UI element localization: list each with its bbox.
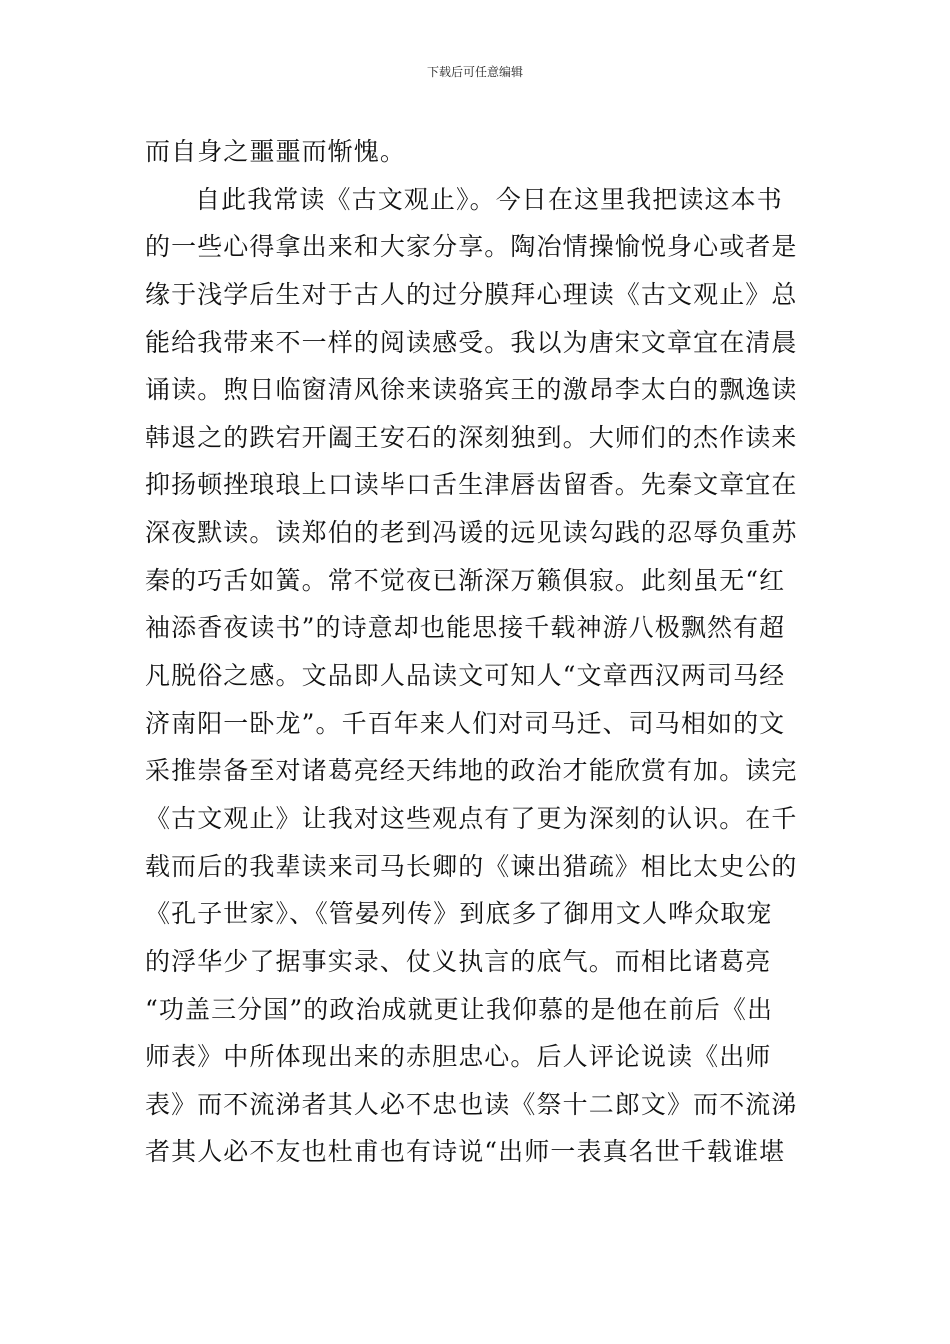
paragraph-line: 表》而不流涕者其人必不忠也读《祭十二郎文》而不流涕 (145, 1089, 798, 1119)
paragraph-line: 济南阳一卧龙”。千百年来人们对司马迁、司马相如的文 (145, 708, 786, 738)
paragraph-line: 袖添香夜读书”的诗意却也能思接千载神游八极飘然有超 (145, 613, 786, 643)
paragraph-line: “功盖三分国”的政治成就更让我仰慕的是他在前后《出 (145, 994, 774, 1024)
paragraph-line: 师表》中所体现出来的赤胆忠心。后人评论说读《出师 (145, 1042, 772, 1072)
paragraph-line: 者其人必不友也杜甫也有诗说“出师一表真名世千载谁堪 (145, 1137, 786, 1167)
paragraph-line: 《古文观止》让我对这些观点有了更为深刻的认识。在千 (145, 803, 798, 833)
paragraph-line: 诵读。煦日临窗清风徐来读骆宾王的激昂李太白的飘逸读 (145, 375, 798, 405)
document-body (145, 128, 811, 1176)
paragraph-line: 凡脱俗之感。文品即人品读文可知人“文章西汉两司马经 (145, 661, 786, 691)
paragraph-line: 而自身之噩噩而惭愧。 (145, 137, 407, 166)
paragraph-line: 秦的巧舌如簧。常不觉夜已渐深万籁俱寂。此刻虽无“红 (145, 565, 786, 595)
paragraph-line: 能给我带来不一样的阅读感受。我以为唐宋文章宜在清晨 (145, 327, 798, 357)
paragraph-line: 的一些心得拿出来和大家分享。陶冶情操愉悦身心或者是 (145, 232, 798, 262)
paragraph-line: 的浮华少了据事实录、仗义执言的底气。而相比诸葛亮 (145, 946, 772, 976)
page-header: 下载后可任意编辑 (426, 65, 523, 79)
paragraph-line: 抑扬顿挫琅琅上口读毕口舌生津唇齿留香。先秦文章宜在 (145, 470, 798, 500)
paragraph-line: 《孔子世家》、《管晏列传》到底多了御用文人哗众取宠 (145, 899, 773, 929)
paragraph-line: 自此我常读《古文观止》。今日在这里我把读这本书 (195, 184, 783, 214)
paragraph-line: 缘于浅学后生对于古人的过分膜拜心理读《古文观止》总 (145, 279, 798, 309)
paragraph-line: 载而后的我辈读来司马长卿的《谏出猎疏》相比太史公的 (145, 851, 798, 881)
paragraph-line: 韩退之的跌宕开阖王安石的深刻独到。大师们的杰作读来 (145, 422, 798, 452)
paragraph-line: 采推崇备至对诸葛亮经天纬地的政治才能欣赏有加。读完 (145, 756, 798, 786)
paragraph-line: 深夜默读。读郑伯的老到冯谖的远见读勾践的忍辱负重苏 (145, 518, 798, 548)
